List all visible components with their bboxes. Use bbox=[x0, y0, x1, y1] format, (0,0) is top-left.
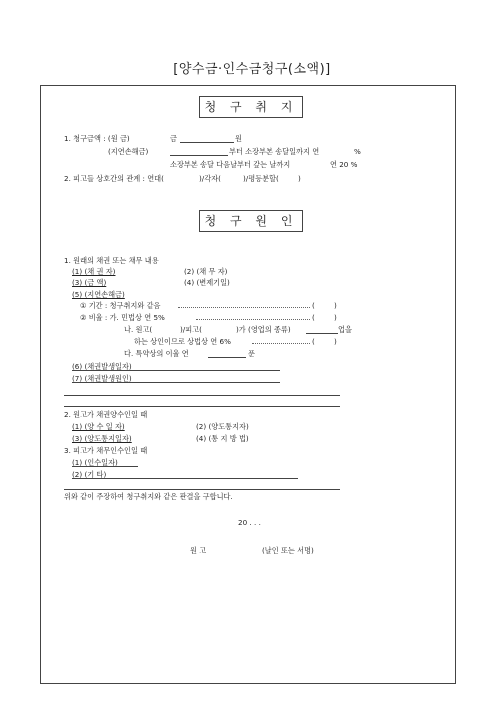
defendants-relation-label: 2. 피고들 상호간의 관계 : 연대( bbox=[64, 174, 164, 183]
debtor-item: (2) (채 무 자) bbox=[184, 267, 228, 276]
notice-date-item: (3) (양도통지일자) bbox=[72, 434, 132, 443]
assumption-date-blank[interactable] bbox=[72, 466, 138, 467]
other-blank-2[interactable] bbox=[64, 489, 340, 490]
section2-title: 2. 원고가 채권양수인일 때 bbox=[64, 410, 148, 419]
special-rate-suffix: 푼 bbox=[248, 349, 255, 358]
relation-close: ) bbox=[298, 174, 301, 183]
notifier-item: (2) (양도통지자) bbox=[196, 422, 249, 431]
closing-statement: 위와 같이 주장하여 청구취지와 같은 판결을 구합니다. bbox=[64, 492, 233, 501]
period-dots bbox=[178, 307, 310, 308]
civil-paren-close: ) bbox=[334, 313, 337, 322]
special-rate-blank[interactable] bbox=[208, 357, 246, 358]
commercial-paren-close: ) bbox=[334, 337, 337, 346]
amount-suffix: 원 bbox=[235, 134, 242, 143]
until-service-text: 부터 소장부본 송달일까지 연 bbox=[229, 147, 320, 156]
transfer-date-item: (1) (양 수 일 자) bbox=[72, 422, 125, 431]
period-paren-open: ( bbox=[312, 301, 315, 310]
document-title: [양수금·인수금청구(소액)] bbox=[173, 62, 331, 77]
amount-blank[interactable] bbox=[180, 142, 234, 143]
commercial-paren-open: ( bbox=[312, 337, 315, 346]
business-suffix: 업을 bbox=[338, 325, 352, 334]
relation-equal: )/평등분할( bbox=[243, 174, 279, 183]
period-paren-close: ) bbox=[334, 301, 337, 310]
special-rate-line: 다. 특약상의 이율 연 bbox=[124, 349, 189, 358]
claim-cause-blank[interactable] bbox=[72, 382, 280, 383]
civil-paren-open: ( bbox=[312, 313, 315, 322]
signature-label: (날인 또는 서명) bbox=[262, 546, 314, 555]
section1-title: 1. 원래의 채권 또는 채무 내용 bbox=[64, 256, 159, 265]
other-item: (2) (기 타) bbox=[72, 470, 107, 479]
amount-item: (3) (금 액) bbox=[72, 278, 107, 287]
plaintiff-label: 원 고 bbox=[190, 546, 207, 555]
rate-20-percent: 연 20 % bbox=[330, 160, 358, 169]
period-line: ① 기간 : 청구취지와 같음 bbox=[80, 301, 161, 310]
other-blank[interactable] bbox=[72, 478, 298, 479]
creditor-item: (1) (채 권 자) bbox=[72, 267, 116, 276]
notice-method-item: (4) (통 지 방 법) bbox=[196, 434, 249, 443]
relation-each: )/각자( bbox=[199, 174, 221, 183]
commercial-rate-line: 하는 상인이므로 상법상 연 6% bbox=[134, 337, 231, 346]
delay-start-blank[interactable] bbox=[170, 155, 228, 156]
section3-title: 3. 피고가 채무인수인일 때 bbox=[64, 446, 148, 455]
claim-cause-heading: 청 구 원 인 bbox=[199, 210, 303, 232]
claim-purpose-heading: 청 구 취 지 bbox=[199, 96, 303, 118]
date-line: 20 . . . bbox=[238, 518, 261, 527]
due-date-item: (4) (변제기일) bbox=[184, 278, 230, 287]
civil-rate-line: ② 비율 : 가. 민법상 연 5% bbox=[80, 313, 165, 322]
commercial-rate-dots bbox=[252, 343, 310, 344]
claim-amount-label: 1. 청구금액 : (원 금) bbox=[64, 134, 130, 143]
delay-damages-item: (5) (지연손해금) bbox=[72, 290, 125, 299]
claim-cause-item: (7) (채권발생원인) bbox=[72, 374, 132, 383]
business-type-label: )가 (영업의 종류) bbox=[236, 325, 291, 334]
delay-damages-label: (지연손해금) bbox=[108, 147, 149, 156]
claim-date-blank[interactable] bbox=[72, 370, 280, 371]
civil-rate-dots bbox=[196, 319, 310, 320]
assumption-date-item: (1) (인수일자) bbox=[72, 458, 118, 467]
amount-prefix: 금 bbox=[170, 134, 177, 143]
merchant-line: 나. 원고( bbox=[124, 325, 153, 334]
claim-cause-blank-2[interactable] bbox=[64, 395, 340, 396]
business-type-blank[interactable] bbox=[306, 333, 338, 334]
merchant-defendant: )/피고( bbox=[180, 325, 202, 334]
claim-cause-blank-3[interactable] bbox=[64, 406, 340, 407]
after-service-text: 소장부본 송달 다음날부터 갚는 날까지 bbox=[170, 160, 291, 169]
claim-date-item: (6) (채권발생일자) bbox=[72, 362, 132, 371]
rate-percent-1: % bbox=[354, 147, 361, 156]
